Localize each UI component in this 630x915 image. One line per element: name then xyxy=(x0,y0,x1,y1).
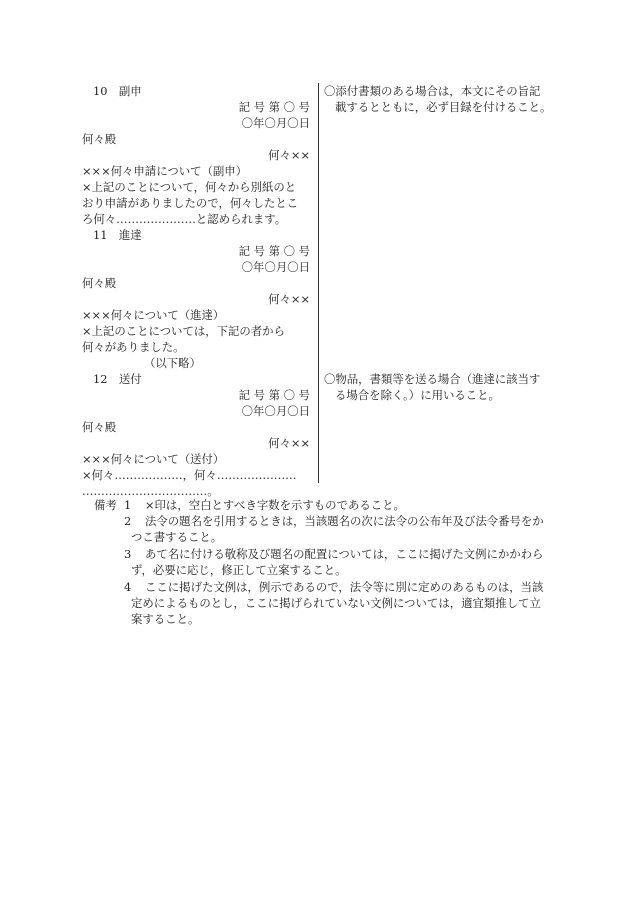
document-date: 〇年〇月〇日 xyxy=(241,404,310,418)
column-divider xyxy=(318,83,319,483)
remark-number: 1 xyxy=(124,498,132,512)
body-line: ×上記のことについては，下記の者から xyxy=(82,324,285,338)
document-date: 〇年〇月〇日 xyxy=(241,116,310,130)
remark-line: 法令の題名を引用するときは，当該題名の次に法令の公布年及び法令番号をか xyxy=(145,514,544,528)
document-date: 〇年〇月〇日 xyxy=(241,260,310,274)
remark-line: 定めによるものとし，ここに掲げられていない文例については，適宜類推して立 xyxy=(131,596,541,610)
body-line: ×何々………………，何々………………… xyxy=(82,468,297,482)
reference-number: 記 号 第 〇 号 xyxy=(238,100,310,114)
sender: 何々×× xyxy=(268,148,310,162)
section-heading: 11 進達 xyxy=(93,228,142,242)
body-line: ろ何々…………………と認められます。 xyxy=(82,212,287,226)
omitted-note: （以下略） xyxy=(144,356,201,370)
subject-line: ×××何々について（進達） xyxy=(82,308,225,322)
body-line: おり申請がありましたので，何々したとこ xyxy=(82,196,299,210)
addressee: 何々殿 xyxy=(82,420,117,434)
remark-line: ここに掲げた文例は，例示であるので，法令等に別に定めのあるものは，当該 xyxy=(145,580,544,594)
section-heading: 10 副申 xyxy=(93,84,142,98)
body-line: ×上記のことについて，何々から別紙のと xyxy=(82,180,297,194)
section-heading: 12 送付 xyxy=(93,372,142,386)
remark-line: ず，必要に応じ，修正して立案すること。 xyxy=(131,563,347,577)
reference-number: 記 号 第 〇 号 xyxy=(238,388,310,402)
remark-number: 4 xyxy=(124,580,132,594)
sender: 何々×× xyxy=(268,436,310,450)
note-line: 〇物品，書類等を送る場合（進達に該当す xyxy=(324,372,541,386)
note-line: る場合を除く。）に用いること。 xyxy=(335,388,500,402)
sender: 何々×× xyxy=(268,292,310,306)
addressee: 何々殿 xyxy=(82,276,117,290)
remark-line: あて名に付ける敬称及び題名の配置については，ここに掲げた文例にかかわら xyxy=(145,547,544,561)
note-line: 載するとともに，必ず目録を付けること。 xyxy=(335,100,552,114)
body-line: 何々がありました。 xyxy=(82,340,185,354)
remark-line: ×印は，空白とすべき字数を示すものであること。 xyxy=(145,498,405,512)
reference-number: 記 号 第 〇 号 xyxy=(238,244,310,258)
remark-line: つこ書すること。 xyxy=(131,530,223,544)
remark-number: 2 xyxy=(124,514,132,528)
remark-number: 3 xyxy=(124,547,132,561)
subject-line: ×××何々申請について（副申） xyxy=(82,164,248,178)
subject-line: ×××何々について（送付） xyxy=(82,452,225,466)
note-line: 〇添付書類のある場合は，本文にその旨記 xyxy=(324,84,541,98)
remarks-label: 備考 xyxy=(94,498,117,512)
body-line: ……………………………。 xyxy=(82,484,219,498)
remark-line: 案すること。 xyxy=(131,612,200,626)
addressee: 何々殿 xyxy=(82,132,117,146)
